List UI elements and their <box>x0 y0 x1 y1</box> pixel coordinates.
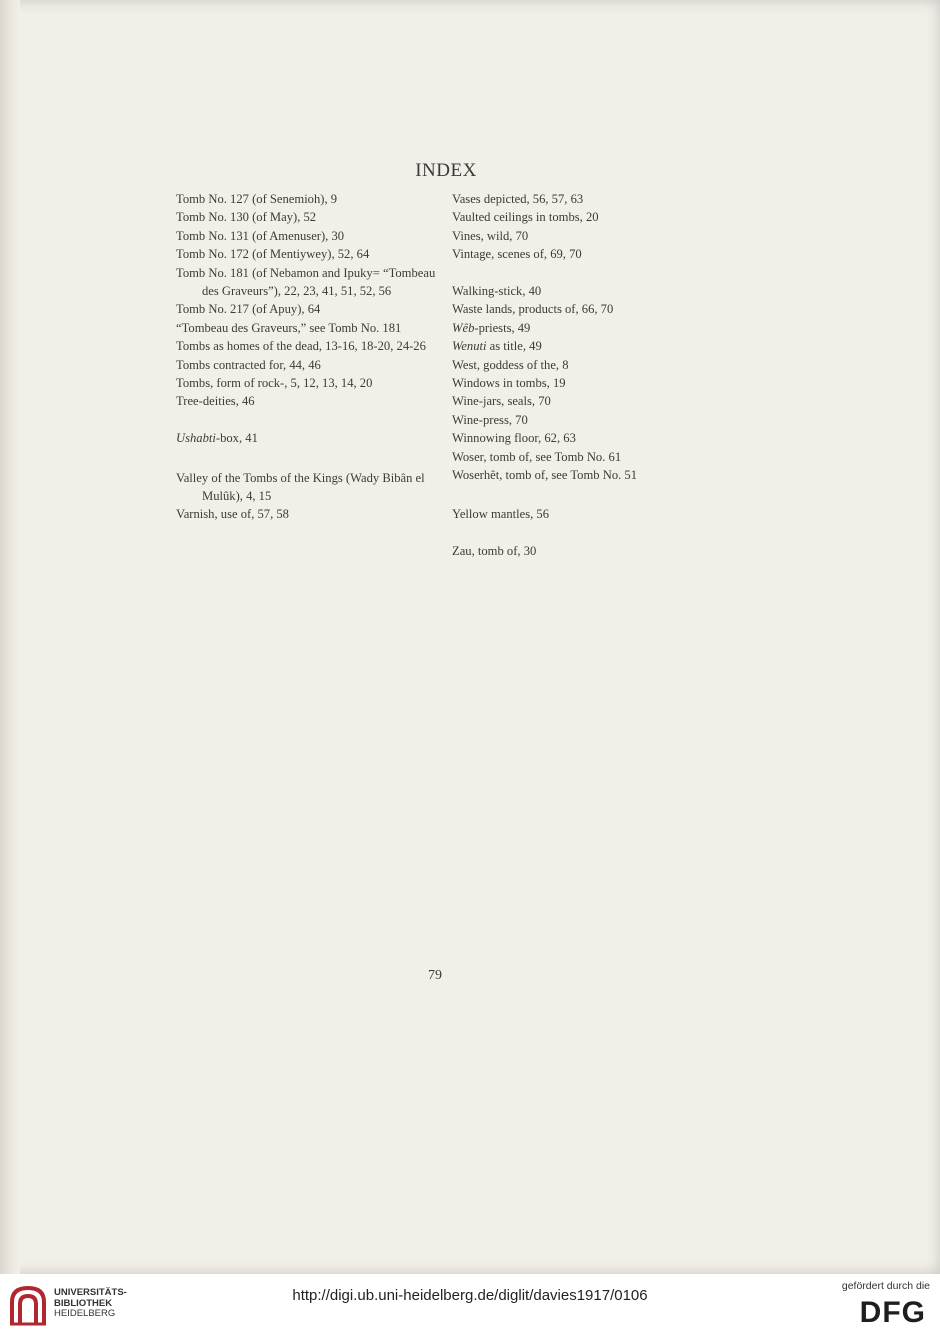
index-entry <box>176 190 438 208</box>
index-entry-text: Valley of the Tombs of the Kings (Wady Bibân el Mulûk), 4, 15 <box>176 470 425 504</box>
index-entry-text: -box, 41 <box>215 431 258 446</box>
index-entry <box>452 429 692 447</box>
institution-line-3: HEIDELBERG <box>54 1308 116 1319</box>
index-entry <box>452 505 692 523</box>
index-entry-text: Vintage, scenes of, 69, 70 <box>452 247 582 262</box>
index-entry-text: Woserhêt, tomb of, see Tomb No. 51 <box>452 468 638 483</box>
index-entry <box>176 469 438 506</box>
index-entry <box>176 374 438 392</box>
index-entry-italic: Ushabti <box>176 431 216 446</box>
index-spacer <box>452 524 692 542</box>
index-entry-text: Wine-jars, seals, 70 <box>452 394 551 409</box>
index-entry-text: “Tombeau des Graveurs,” see Tomb No. 181 <box>176 320 402 335</box>
institution-line-2: BIBLIOTHEK <box>54 1297 113 1309</box>
index-entry <box>452 319 692 337</box>
institution-line-1: UNIVERSITÄTS- <box>54 1287 127 1298</box>
index-entry-text: Tomb No. 172 (of Mentiywey), 52, 64 <box>176 247 370 262</box>
index-entry <box>452 245 692 263</box>
index-entry <box>176 227 438 245</box>
index-entry-text: Tombs, form of rock-, 5, 12, 13, 14, 20 <box>176 376 373 391</box>
index-entry-text: Tomb No. 127 (of Senemioh), 9 <box>176 192 338 206</box>
page-number: 79 <box>428 968 442 983</box>
index-entry <box>452 448 692 466</box>
index-entry <box>176 300 438 318</box>
index-entry-text: Vases depicted, 56, 57, 63 <box>452 192 584 206</box>
index-entry <box>176 319 438 337</box>
index-entry-text: West, goddess of the, 8 <box>452 357 569 372</box>
index-entry-text: Waste lands, products of, 66, 70 <box>452 302 614 317</box>
index-entry <box>452 356 692 374</box>
index-entry-text: Tombs as homes of the dead, 13-16, 18-20, 24-26 <box>176 339 426 354</box>
index-entry <box>452 208 692 226</box>
index-entry-text: Winnowing floor, 62, 63 <box>452 431 576 446</box>
index-entry-text: Tombs contracted for, 44, 46 <box>176 357 321 372</box>
index-entry <box>176 208 438 226</box>
index-entry <box>176 392 438 410</box>
funding-note: gefördert durch die <box>841 1280 930 1292</box>
index-spacer <box>176 411 438 429</box>
index-spacer <box>452 264 692 282</box>
index-entry-text: -priests, 49 <box>474 320 531 335</box>
page-heading: INDEX <box>415 160 477 181</box>
index-entry <box>176 264 438 301</box>
index-entry-text: Tomb No. 130 (of May), 52 <box>176 210 317 225</box>
index-entry <box>452 466 692 484</box>
index-entry <box>176 337 438 355</box>
index-entry <box>452 282 692 300</box>
index-entry <box>452 411 692 429</box>
index-column-left <box>176 190 438 524</box>
index-entry-text: Tomb No. 181 (of Nebamon and Ipuky= “Tombeau des Graveurs”), 22, 23, 41, 51, 52, 56 <box>176 265 436 299</box>
index-entry-text: Vines, wild, 70 <box>452 228 529 243</box>
index-entry-text: Yellow mantles, 56 <box>452 507 550 522</box>
dfg-logo: DFG <box>859 1296 926 1329</box>
index-entry <box>452 227 692 245</box>
index-entry <box>452 190 692 208</box>
index-entry <box>452 337 692 355</box>
index-entry-text: Wine-press, 70 <box>452 412 528 427</box>
index-entry-text: Walking-stick, 40 <box>452 284 542 299</box>
index-spacer <box>176 448 438 469</box>
index-entry <box>176 429 438 447</box>
index-entry <box>452 542 692 560</box>
index-entry-italic: Wêb <box>452 320 475 335</box>
index-entry-text: Tomb No. 131 (of Amenuser), 30 <box>176 228 345 243</box>
viewer-footer <box>0 1274 940 1335</box>
index-entry <box>176 356 438 374</box>
book-gutter <box>0 0 20 1274</box>
index-entry-text: Woser, tomb of, see Tomb No. 61 <box>452 449 622 464</box>
index-entry-text: Tree-deities, 46 <box>176 394 255 409</box>
index-entry-text: as title, 49 <box>486 339 542 354</box>
permalink-url[interactable]: http://digi.ub.uni-heidelberg.de/diglit/davies1917/0106 <box>292 1287 648 1304</box>
index-entry-text: Vaulted ceilings in tombs, 20 <box>452 210 599 225</box>
index-entry <box>452 300 692 318</box>
index-entry-text: Zau, tomb of, 30 <box>452 544 537 559</box>
index-entry-text: Windows in tombs, 19 <box>452 376 566 391</box>
index-entry-text: Tomb No. 217 (of Apuy), 64 <box>176 302 321 317</box>
index-column-right <box>452 190 692 561</box>
index-entry <box>452 392 692 410</box>
index-entry-text: Varnish, use of, 57, 58 <box>176 507 289 522</box>
index-spacer <box>452 484 692 505</box>
index-entry-italic: Wenuti <box>452 339 487 354</box>
index-entry <box>176 245 438 263</box>
index-entry <box>176 505 438 523</box>
index-entry <box>452 374 692 392</box>
